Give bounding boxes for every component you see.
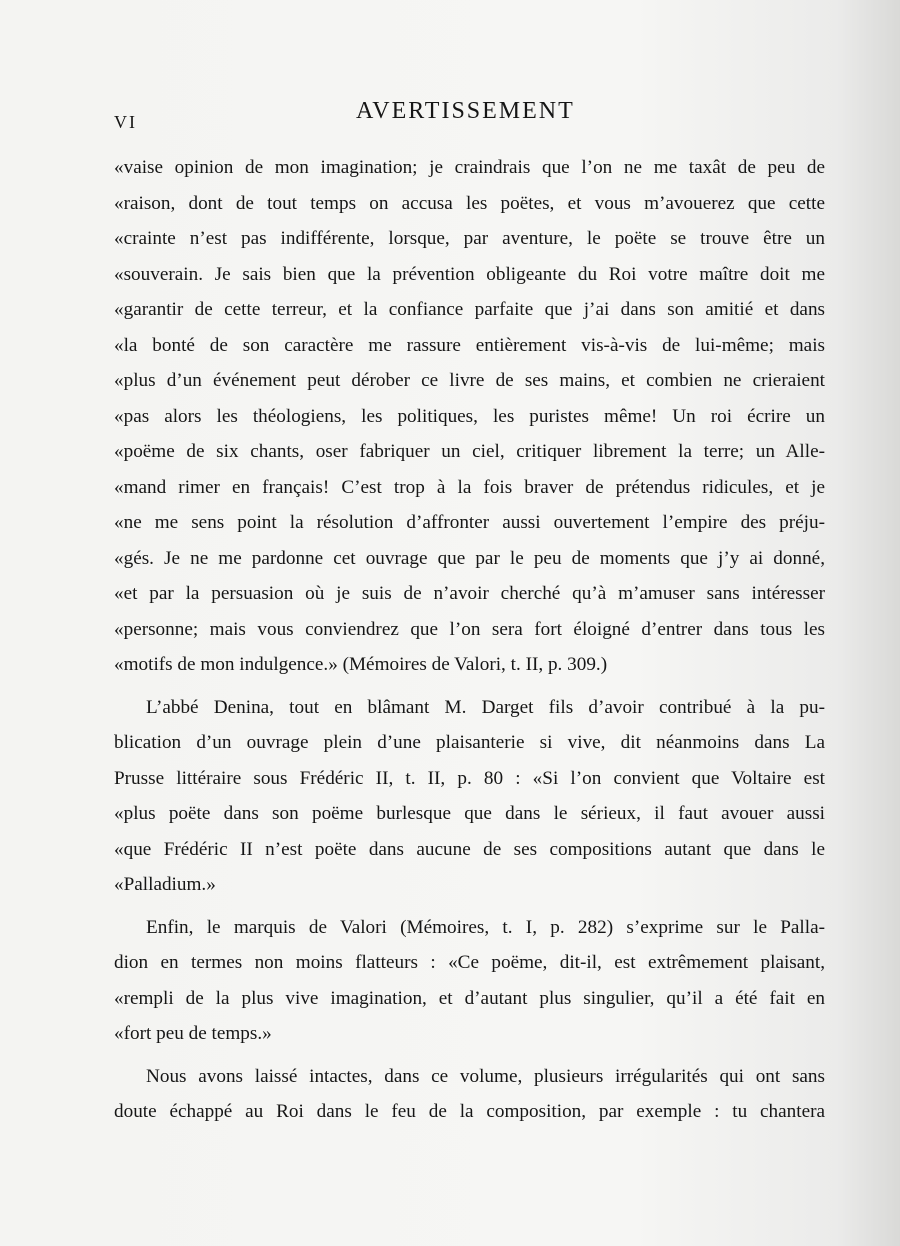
- text-line: doute échappé au Roi dans le feu de la composition, par exemple : tu chantera: [114, 1101, 825, 1122]
- text-line: «plus d’un événement peut dérober ce livre de ses mains, et combien ne crieraient: [114, 370, 825, 391]
- running-title: AVERTISSEMENT: [356, 98, 575, 124]
- text-line: «Palladium.»: [114, 874, 216, 895]
- text-line: «plus poëte dans son poëme burlesque que dans le sérieux, il faut avouer aussi: [114, 803, 825, 824]
- text-line: blication d’un ouvrage plein d’une plaisanterie si vive, dit néanmoins dans La: [114, 732, 825, 753]
- text-line: «motifs de mon indulgence.» (Mémoires de Valori, t. II, p. 309.): [114, 654, 608, 675]
- text-line: «que Frédéric II n’est poëte dans aucune de ses compositions autant que dans le: [114, 838, 825, 860]
- text-line: «ne me sens point la résolution d’affronter aussi ouvertement l’empire des préju-: [114, 512, 825, 533]
- text-line: Prusse littéraire sous Frédéric II, t. II, p. 80 : «Si l’on convient que Voltaire est: [114, 767, 825, 789]
- text-line: «gés. Je ne me pardonne cet ouvrage que par le peu de moments que j’y ai donné,: [114, 547, 825, 569]
- text-line: «fort peu de temps.»: [114, 1023, 272, 1044]
- text-line: «crainte n’est pas indifférente, lorsque, par aventure, le poëte se trouve être un: [114, 228, 825, 249]
- text-line: «souverain. Je sais bien que la prévention obligeante du Roi votre maître doit me: [114, 263, 825, 285]
- text-line: «rempli de la plus vive imagination, et d’autant plus singulier, qu’il a été fait en: [114, 987, 825, 1009]
- text-line: Enfin, le marquis de Valori (Mémoires, t. I, p. 282) s’exprime sur le Palla-: [146, 916, 825, 938]
- text-line: «personne; mais vous conviendrez que l’on sera fort éloigné d’entrer dans tous les: [114, 618, 825, 640]
- paragraph-3: [114, 910, 825, 1052]
- text-line: «garantir de cette terreur, et la confiance parfaite que j’ai dans son amitié et dans: [114, 299, 825, 320]
- text-line: «la bonté de son caractère me rassure entièrement vis-à-vis de lui-même; mais: [114, 334, 825, 356]
- text-line: «mand rimer en français! C’est trop à la fois braver de prétendus ridicules, et je: [114, 476, 825, 498]
- text-line: dion en termes non moins flatteurs : «Ce poëme, dit-il, est extrêmement plaisant,: [114, 952, 825, 973]
- body-text: [114, 150, 825, 1130]
- text-line: «et par la persuasion où je suis de n’avoir cherché qu’à m’amuser sans intéresser: [114, 583, 825, 604]
- text-line: Nous avons laissé intactes, dans ce volume, plusieurs irrégularités qui ont sans: [146, 1065, 825, 1087]
- text-line: «poëme de six chants, oser fabriquer un ciel, critiquer librement la terre; un Alle-: [114, 441, 825, 462]
- paragraph-1: [114, 150, 825, 683]
- text-line: L’abbé Denina, tout en blâmant M. Darget fils d’avoir contribué à la pu-: [146, 696, 825, 718]
- text-line: «vaise opinion de mon imagination; je craindrais que l’on ne me taxât de peu de: [114, 157, 825, 178]
- paragraph-2: [114, 690, 825, 903]
- paragraph-4: [114, 1059, 825, 1130]
- text-line: «raison, dont de tout temps on accusa les poëtes, et vous m’avouerez que cette: [114, 192, 825, 214]
- text-line: «pas alors les théologiens, les politiques, les puristes même! Un roi écrire un: [114, 405, 825, 427]
- page-number: VI: [114, 112, 137, 132]
